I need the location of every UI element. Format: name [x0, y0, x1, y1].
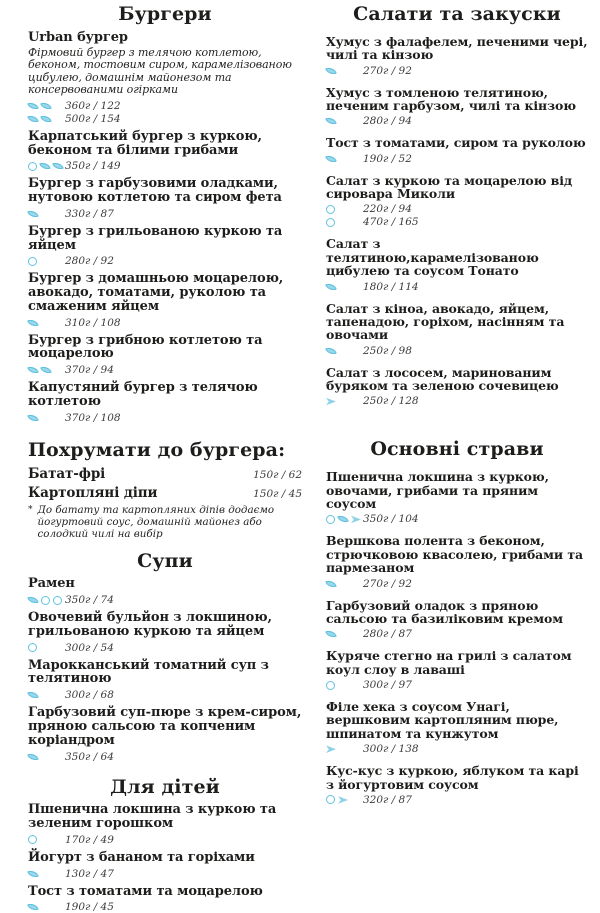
menu-item [326, 599, 588, 641]
leaf-icon [325, 282, 337, 292]
footnote-star-icon: * [28, 505, 33, 516]
price-line [326, 679, 588, 691]
circle-icon [326, 681, 335, 690]
item-title: Кус-кус з куркою, яблуком та карі з йогуртовим соусом [326, 763, 579, 792]
item-title: Бургер з домашньою моцарелою, авокадо, томатами, руколою та смаженим яйцем [28, 271, 284, 314]
item-price: 280г / 92 [65, 255, 114, 268]
price-line [28, 901, 302, 913]
price-line [28, 751, 302, 763]
leaf-icon [39, 161, 51, 171]
item-price: 220г / 94 [363, 203, 412, 216]
dietary-icons [326, 155, 363, 163]
menu-item [28, 467, 302, 481]
dietary-icons [326, 681, 363, 690]
dietary-icons [28, 643, 65, 652]
price-line [28, 412, 302, 424]
leaf-icon [325, 154, 337, 164]
dietary-icons [28, 115, 65, 123]
circle-icon [28, 835, 37, 844]
menu-item [28, 381, 302, 424]
price-line [326, 794, 588, 806]
circle-icon [28, 257, 37, 266]
dietary-icons [28, 257, 65, 266]
price-line [326, 65, 588, 77]
leaf-icon [27, 101, 39, 111]
price-line [326, 578, 588, 590]
item-title: Салат з лососем, маринованим буряком та зеленою сочевицею [326, 364, 559, 394]
item-price: 300г / 97 [363, 679, 412, 692]
price-line [28, 208, 302, 220]
leaf-icon [325, 629, 337, 639]
dietary-icons [326, 205, 363, 214]
item-title: Urban бургер [28, 29, 128, 45]
item-title: Гарбузовий оладок з пряною сальсою та базиліковим кремом [326, 597, 563, 626]
dietary-icons [326, 397, 363, 406]
item-title: Пшенична локшина з куркою, овочами, грибами та пряним соусом [326, 469, 549, 512]
menu-section [28, 440, 302, 541]
leaf-icon [27, 902, 39, 912]
item-price: 470г / 165 [363, 216, 419, 229]
menu-column-right [326, 2, 588, 913]
leaf-icon [27, 365, 39, 375]
menu-item [28, 177, 302, 220]
item-price: 360г / 122 [65, 99, 121, 112]
price-line [326, 395, 588, 407]
menu-column-left [28, 2, 302, 913]
item-title: Хумус з фалафелем, печеними чері, чилі та кінзою [326, 33, 588, 63]
fish-icon [326, 397, 336, 406]
section-title: Супи [137, 549, 193, 572]
leaf-icon [325, 578, 337, 588]
price-line [28, 100, 302, 112]
menu-section [28, 4, 302, 424]
dietary-icons [28, 102, 65, 110]
leaf-icon [27, 114, 39, 124]
item-title: Тост з томатами та моцарелою [28, 883, 263, 899]
dietary-icons [326, 745, 363, 754]
dietary-icons [28, 691, 65, 699]
menu-item [326, 136, 588, 164]
menu-section [326, 4, 588, 407]
dietary-icons [326, 347, 363, 355]
price-line [28, 317, 302, 329]
dietary-icons [28, 162, 65, 171]
fish-icon [326, 745, 336, 754]
leaf-icon [325, 116, 337, 126]
menu-item [28, 130, 302, 173]
menu-item [326, 700, 588, 755]
menu-item [28, 334, 302, 377]
menu-item [326, 237, 588, 292]
fish-icon [338, 795, 348, 804]
item-price: 150г / 62 [253, 468, 302, 481]
item-title: Хумус з томленою телятиною, печеним гарбузом, чилі та кінзою [326, 84, 576, 113]
menu-item [326, 764, 588, 806]
leaf-icon [27, 318, 39, 328]
menu-item [28, 31, 302, 125]
footnote [28, 504, 302, 540]
item-title: Філе хека з соусом Унагі, вершковим картопляним пюре, шпинатом та кунжутом [326, 699, 559, 741]
price-line [28, 160, 302, 172]
menu-item [326, 86, 588, 128]
item-price: 130г / 47 [65, 867, 114, 880]
menu-item [28, 272, 302, 328]
footnote-text: До батату та картопляних діпів додаємо йогуртовий соус, домашній майонез або солодкий чилі на вибір [37, 504, 275, 541]
price-line [28, 364, 302, 376]
item-price: 280г / 87 [363, 628, 412, 641]
menu-item [28, 851, 302, 880]
item-price: 500г / 154 [65, 112, 121, 125]
item-title: Салат з куркою та моцарелою від сировара Миколи [326, 172, 573, 202]
leaf-icon [40, 101, 52, 111]
menu-section [28, 777, 302, 913]
section-title: Основні страви [370, 438, 544, 461]
item-price: 300г / 138 [363, 743, 419, 756]
menu-item [326, 366, 588, 408]
leaf-icon [337, 514, 349, 524]
item-title: Салат з телятиною,карамелізованою цибулею та соусом Тонато [326, 236, 539, 279]
dietary-icons [326, 67, 363, 75]
dietary-icons [28, 835, 65, 844]
price-line [28, 113, 302, 125]
menu-section [326, 439, 588, 805]
item-description: Фірмовий бургер з телячою котлетою, беконом, тостовим сиром, карамелізованою цибулею, домашнім майонезом та консервованими огірками [28, 45, 292, 97]
menu-item [28, 225, 302, 268]
dietary-icons [326, 630, 363, 638]
dietary-icons [28, 210, 65, 218]
menu-item [28, 659, 302, 702]
circle-icon [28, 162, 37, 171]
item-title: Бургер з грильованою куркою та яйцем [28, 223, 283, 253]
dietary-icons [28, 903, 65, 911]
item-price: 270г / 92 [363, 577, 412, 590]
item-title: Батат-фрі [28, 465, 106, 482]
leaf-icon [40, 365, 52, 375]
item-title: Бургер з гарбузовими оладками, нутовою котлетою та сиром фета [28, 176, 282, 206]
section-title: Бургери [118, 3, 212, 25]
leaf-icon [27, 595, 39, 605]
item-price: 190г / 45 [65, 901, 114, 913]
price-line [28, 868, 302, 880]
item-price: 250г / 128 [363, 395, 419, 408]
menu-item [28, 486, 302, 500]
item-price: 190г / 52 [363, 152, 412, 165]
leaf-icon [27, 869, 39, 879]
price-line [28, 255, 302, 267]
item-price: 280г / 94 [363, 115, 412, 128]
leaf-icon [52, 161, 64, 171]
item-price: 320г / 87 [363, 793, 412, 806]
item-price: 150г / 45 [253, 487, 302, 500]
dietary-icons [28, 753, 65, 761]
price-line [326, 153, 588, 165]
price-line [326, 203, 588, 215]
menu-item [326, 302, 588, 357]
menu-item [28, 611, 302, 654]
leaf-icon [325, 66, 337, 76]
menu-section [28, 551, 302, 763]
price-line [326, 743, 588, 755]
item-price: 300г / 54 [65, 641, 114, 654]
dietary-icons [326, 283, 363, 291]
menu-item [28, 706, 302, 762]
price-line [28, 834, 302, 846]
item-title: Карпатський бургер з куркою, беконом та білими грибами [28, 128, 262, 158]
menu-item [28, 803, 302, 846]
price-line [28, 689, 302, 701]
item-price: 350г / 74 [65, 594, 114, 607]
price-line [326, 216, 588, 228]
circle-icon [326, 205, 335, 214]
item-title: Гарбузовий суп-пюре з крем-сиром, пряною сальсою та копченим коріандром [28, 705, 302, 748]
menu-item [326, 534, 588, 589]
item-price: 370г / 94 [65, 364, 114, 377]
item-price: 180г / 114 [363, 280, 419, 293]
item-price: 330г / 87 [65, 207, 114, 220]
item-title: Овочевий бульйон з локшиною, грильованою куркою та яйцем [28, 610, 272, 639]
leaf-icon [325, 346, 337, 356]
leaf-icon [27, 209, 39, 219]
dietary-icons [326, 218, 363, 227]
section-title: Салати та закуски [353, 3, 561, 25]
menu-item [326, 174, 588, 229]
item-title: Капустяний бургер з телячою котлетою [28, 380, 258, 409]
dietary-icons [28, 366, 65, 374]
leaf-icon [40, 114, 52, 124]
item-title: Тост з томатами, сиром та руколою [326, 135, 586, 151]
menu-item [28, 577, 302, 606]
dietary-icons [326, 515, 363, 524]
circle-icon [53, 596, 62, 605]
dietary-icons [28, 319, 65, 327]
circle-icon [326, 795, 335, 804]
item-title: Вершкова полента з беконом, стрючковою квасолею, грибами та пармезаном [326, 533, 584, 576]
item-title: Салат з кіноа, авокадо, яйцем, тапенадою, горіхом, насінням та овочами [326, 300, 565, 343]
section-title: Похрумати до бургера: [28, 438, 286, 461]
circle-icon [28, 643, 37, 652]
item-title: Куряче стегно на грилі з салатом коул слоу в лаваші [326, 648, 572, 677]
price-line [326, 345, 588, 357]
price-line [326, 628, 588, 640]
menu-item [326, 649, 588, 691]
item-price: 310г / 108 [65, 316, 121, 329]
menu-item [326, 470, 588, 525]
dietary-icons [326, 580, 363, 588]
dietary-icons [28, 596, 65, 605]
dietary-icons [326, 117, 363, 125]
item-title: Пшенична локшина з куркою та зеленим горошком [28, 802, 277, 832]
item-price: 300г / 68 [65, 689, 114, 702]
dietary-icons [28, 414, 65, 422]
item-price: 350г / 64 [65, 750, 114, 763]
item-title: Картопляні діпи [28, 484, 158, 501]
item-price: 350г / 149 [65, 160, 121, 173]
item-title: Марокканський томатний суп з телятиною [28, 657, 269, 687]
price-line [326, 281, 588, 293]
menu-item [28, 885, 302, 913]
item-price: 350г / 104 [363, 513, 419, 526]
leaf-icon [27, 690, 39, 700]
circle-icon [326, 218, 335, 227]
price-line [326, 513, 588, 525]
item-price: 250г / 98 [363, 344, 412, 357]
dietary-icons [28, 870, 65, 878]
circle-icon [326, 515, 335, 524]
item-title: Бургер з грибною котлетою та моцарелою [28, 332, 263, 362]
item-price: 170г / 49 [65, 833, 114, 846]
item-price: 370г / 108 [65, 411, 121, 424]
fish-icon [351, 515, 361, 524]
circle-icon [41, 596, 50, 605]
item-title: Рамен [28, 576, 75, 592]
item-title: Йогурт з бананом та горіхами [28, 849, 255, 865]
leaf-icon [27, 751, 39, 761]
section-title: Для дітей [110, 775, 220, 798]
item-price: 270г / 92 [363, 64, 412, 77]
leaf-icon [27, 413, 39, 423]
price-line [28, 642, 302, 654]
price-line [326, 115, 588, 127]
dietary-icons [326, 795, 363, 804]
price-line [28, 594, 302, 606]
menu-item [326, 35, 588, 77]
